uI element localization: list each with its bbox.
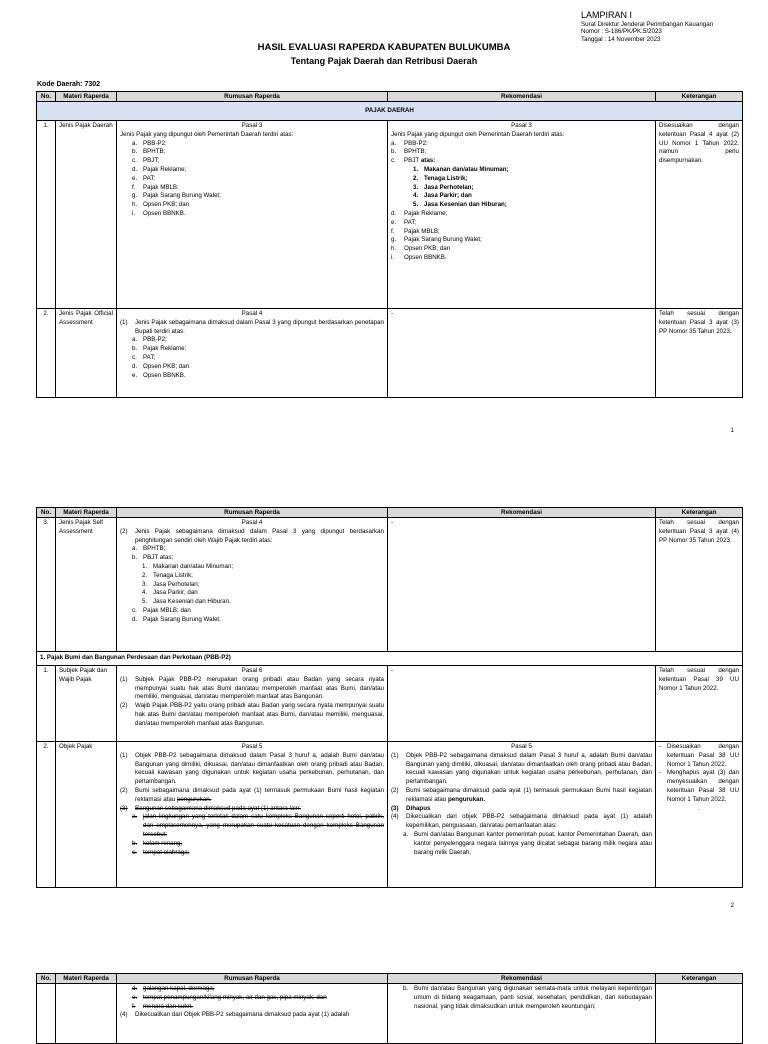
list-item: a. Bumi dan/atau Bangunan kantor pemerintah pusat, kantor Pemerintahan Daerah, dan kantor penyelenggara negara lainnya yang dicatat sebagai barang milik negara atau barang milik Daerah; <box>403 830 652 856</box>
keterangan-cell: Disesuaikan dengan ketentuan Pasal 4 ayat (2) UU Nomor 1 Tahun 2022, namun perlu disempurnakan. <box>656 121 743 309</box>
pasal-label: Pasal 3 <box>511 122 532 129</box>
list-item: c. PBJT atas: <box>391 157 436 165</box>
header-rekomendasi: Rekomendasi <box>388 974 656 984</box>
rekomendasi-list <box>391 210 652 263</box>
list-item: b. BPHTB; <box>132 148 166 156</box>
list-item: h. Opsen PKB; dan <box>132 201 190 209</box>
rekomendasi-cell <box>388 984 656 1044</box>
page-number: 1 <box>730 428 734 434</box>
list-item-struck: a. jalan lingkungan yang terletak dalam satu kompleks Bangunan seperti hotel, pabrik, dan emplasemennya, yang merupakan suatu kesatuan dengan kompleks Bangunan tersebut; <box>132 813 384 838</box>
lampiran-line: Tanggal : 14 November 2023 <box>581 35 661 43</box>
header-rumusan: Rumusan Raperda <box>117 508 388 518</box>
lampiran-line: Nomor : S-186/PK/PK.5/2023 <box>581 28 662 36</box>
list-item: c. Pajak MBLB; dan <box>132 606 191 614</box>
rumusan-list <box>120 140 384 219</box>
list-item: d. Opsen PKB; dan <box>132 362 190 370</box>
evaluation-table-page1 <box>36 91 743 398</box>
list-item-struck: d. galangan kapal, dermaga; <box>132 985 215 992</box>
keterangan-item: - Menghapus ayat (3) dan menyesuaikan dengan ketentuan Pasal 38 UU Nomor 1 Tahun 2022. <box>659 769 739 803</box>
ayat: (1) Objek PBB-P2 sebagaimana dimaksud dalam Pasal 3 huruf a, adalah Bumi dan/atau Bangunan yang dimiliki, dikuasai, dan/atau dimanfaatkan oleh orang pribadi atau Badan, kecuali kawasan yang digunakan untuk kegiatan usaha perkebunan, perhutanan, dan pertambangan. <box>391 751 652 786</box>
ayat: (2) Bumi sebagaimana dimaksud pada ayat (1) termasuk permukaan Bumi hasil kegiatan reklamasi atau pengurukan. <box>391 786 652 803</box>
ayat: (2) Bumi sebagaimana dimaksud pada ayat (1) termasuk permukaan Bumi hasil kegiatan reklamasi atau pengurukan. <box>120 786 384 803</box>
ayat: (4) Dikecualikan dari Objek PBB-P2 sebagaimana dimaksud pada ayat (1) adalah <box>120 1011 350 1019</box>
list-item: b. Bumi dan/atau Bangunan yang digunakan semata-mata untuk melayani kepentingan umum di bidang keagamaan, panti sosial, kesehatan, pendidikan, dan kebudayaan nasional, yang tidak dimaksudkan untuk memperoleh keuntungan; <box>403 985 652 1010</box>
evaluation-table-page3 <box>36 973 743 1044</box>
rekomendasi-cell <box>388 742 656 888</box>
lampiran-title: LAMPIRAN I <box>581 10 633 20</box>
header-keterangan: Keterangan <box>656 508 743 518</box>
rekomendasi-cell <box>388 121 656 309</box>
rekomendasi-cell: - <box>388 666 656 742</box>
header-keterangan: Keterangan <box>656 92 743 102</box>
list-item: e. PAT; <box>391 218 417 226</box>
row-number: 1. <box>37 121 56 309</box>
row-number: 2. <box>37 742 56 888</box>
keterangan-cell: Telah sesuai dengan ketentuan Pasal 39 UU Nomor 1 Tahun 2022. <box>656 666 743 742</box>
header-no: No. <box>37 92 56 102</box>
rekomendasi-sublist <box>391 166 652 210</box>
keterangan-cell: Telah sesuai dengan ketentuan Pasal 3 ayat (3) PP Nomor 35 Tahun 2023. <box>656 309 743 398</box>
list-item: g. Pajak Sarang Burung Walet; <box>391 236 482 244</box>
rekomendasi-cell: - <box>388 309 656 398</box>
list-item: a. PBB-P2; <box>132 139 167 147</box>
list-item-struck: b. kolam renang; <box>132 839 183 847</box>
header-no: No. <box>37 974 56 984</box>
rumusan-sublist <box>120 563 384 607</box>
ayat: (2) Jenis Pajak sebagaimana dimaksud dalam Pasal 3 yang dipungut berdasarkan penghitungan sendiri oleh Wajib Pajak terdiri atas: <box>120 527 384 544</box>
header-no: No. <box>37 508 56 518</box>
pasal-label: Pasal 3 <box>241 122 263 129</box>
list-item-struck: c. tempat olahraga; <box>132 848 190 856</box>
list-item: d. Pajak Sarang Burung Walet. <box>132 615 221 623</box>
materi-cell: Subjek Pajak dan Wajib Pajak <box>56 666 117 742</box>
list-item: 5. Jasa Kesenian dan Hiburan. <box>142 598 231 606</box>
rumusan-intro: Jenis Pajak yang dipungut oleh Pemerintah Daerah terdiri atas: <box>120 130 294 138</box>
keterangan-item: - Disesuaikan dengan ketentuan Pasal 38 UU Nomor 1 Tahun 2022. <box>659 743 739 768</box>
materi-cell: Objek Pajak <box>56 742 117 888</box>
row-number <box>37 984 56 1044</box>
ayat: (1) Subjek Pajak PBB-P2 merupakan orang pribadi atau Badan yang secara nyata mempunyai suatu hak atas Bumi dan/atau memperoleh manfaat atas Bumi, dan/atau memiliki, menguasai, dan/atau memperoleh manfaat atas Bangunan. <box>120 675 384 701</box>
header-keterangan: Keterangan <box>656 974 743 984</box>
list-item: g. Pajak Sarang Burung Walet; <box>132 192 221 200</box>
list-item: b. Pajak Reklame; <box>132 345 187 353</box>
list-item: 1. Makanan dan/atau Minuman; <box>413 165 509 173</box>
row-number: 2. <box>37 309 56 398</box>
header-materi: Materi Raperda <box>56 508 117 518</box>
subsection-pbb-p2: 1. Pajak Bumi dan Bangunan Perdesaan dan Perkotaan (PBB-P2) <box>37 652 743 666</box>
evaluation-table-page2 <box>36 507 743 888</box>
lampiran-block <box>581 10 713 43</box>
list-item-struck: f. menara dan sutet. <box>132 1002 193 1010</box>
list-item: f. Pajak MBLB; <box>391 227 440 235</box>
list-item: h. Opsen PKB; dan <box>391 245 451 253</box>
list-item: i. Opsen BBNKB. <box>132 209 186 217</box>
keterangan-cell <box>656 984 743 1044</box>
list-item-struck: e. tempat penampungan/kilang minyak, air dan gas, pipa minyak; dan <box>132 993 327 1001</box>
document-subtitle: Tentang Pajak Daerah dan Retribusi Daerah <box>290 56 478 66</box>
section-pajak-daerah: PAJAK DAERAH <box>37 102 743 121</box>
ayat: (4) Dikecualikan dari objek PBB-P2 sebagaimana dimaksud pada ayat (1) adalah kepemilikan, penguasaan, dan/atau pemanfaatan atas: <box>391 813 652 830</box>
list-item: 1. Makanan dan/atau Minuman; <box>142 562 234 570</box>
header-materi: Materi Raperda <box>56 92 117 102</box>
rumusan-cell <box>117 742 388 888</box>
rumusan-cell <box>117 309 388 398</box>
list-item: b. PBJT atas; <box>132 554 174 562</box>
pasal-label: Pasal 4 <box>241 519 263 526</box>
document-title: HASIL EVALUASI RAPERDA KABUPATEN BULUKUMBA <box>257 42 511 53</box>
ayat: (1) Objek PBB-P2 sebagaimana dimaksud dalam Pasal 3 huruf a, adalah Bumi dan/atau Bangunan yang dimiliki, dikuasai, dan/atau dimanfaatkan oleh orang pribadi atau Badan, kecuali kawasan yang digunakan untuk kegiatan usaha perkebunan, perhutanan, dan pertambangan. <box>120 751 384 786</box>
materi-cell: Jenis Pajak Official Assessment <box>56 309 117 398</box>
keterangan-cell: Telah sesuai dengan ketentuan Pasal 3 ayat (4) PP Nomor 35 Tahun 2023. <box>656 518 743 652</box>
list-item: 3. Jasa Perhotelan; <box>413 183 474 191</box>
rumusan-cell <box>117 121 388 309</box>
list-item: d. Pajak Reklame; <box>391 209 448 217</box>
rumusan-cell <box>117 984 388 1044</box>
list-item: d. Pajak Reklame; <box>132 165 187 173</box>
pasal-label: Pasal 5 <box>241 743 263 750</box>
list-item: a. PBB-P2; <box>132 336 167 344</box>
list-item: i. Opsen BBNKB. <box>391 253 447 261</box>
list-item: a. PBB-P2; <box>391 139 428 147</box>
list-item: 4. Jasa Parkir; dan <box>142 589 198 597</box>
header-rekomendasi: Rekomendasi <box>388 508 656 518</box>
keterangan-cell <box>656 742 743 888</box>
materi-cell: Jenis Pajak Self Assessment <box>56 518 117 652</box>
ayat-struck: (3) Bangunan sebagaimana dimaksud pada ayat (1) antara lain: <box>120 804 301 812</box>
list-item: a. BPHTB; <box>132 545 166 553</box>
list-item: b. BPHTB; <box>391 148 427 156</box>
list-item: f. Pajak MBLB; <box>132 183 179 191</box>
header-rekomendasi: Rekomendasi <box>388 92 656 102</box>
row-number: 1. <box>37 666 56 742</box>
list-item: c. PBJT; <box>132 157 160 165</box>
list-item: 2. Tenaga Listrik; <box>413 174 468 182</box>
list-item: 5. Jasa Kesenian dan Hiburan; <box>413 201 507 209</box>
list-item: 3. Jasa Perhotelan; <box>142 580 200 588</box>
header-rumusan: Rumusan Raperda <box>117 974 388 984</box>
header-rumusan: Rumusan Raperda <box>117 92 388 102</box>
row-number: 3. <box>37 518 56 652</box>
pasal-label: Pasal 6 <box>241 667 263 674</box>
pasal-label: Pasal 5 <box>511 743 532 750</box>
page-number: 2 <box>730 903 734 909</box>
rekomendasi-intro: Jenis Pajak yang dipungut oleh Pemerintah Daerah terdiri atas: <box>391 130 565 138</box>
keterangan-dot: . <box>698 804 700 812</box>
list-item: 4. Jasa Parkir; dan <box>413 192 472 200</box>
rumusan-list <box>120 336 384 380</box>
ayat: (2) Wajib Pajak PBB-P2 yaitu orang pribadi atau Badan yang secara nyata mempunyai suatu hak atas Bumi dan/atau memperoleh manfaat atas Bumi, dan/atau memiliki, menguasai, dan/atau memperoleh manfaat atas Bangunan. <box>120 702 384 727</box>
pasal-label: Pasal 4 <box>241 310 263 317</box>
kode-daerah: Kode Daerah: 7302 <box>37 81 101 88</box>
rumusan-cell <box>117 666 388 742</box>
list-item: c. PAT; <box>132 353 156 361</box>
header-materi: Materi Raperda <box>56 974 117 984</box>
materi-cell <box>56 984 117 1044</box>
ayat: (3) Dihapus <box>391 804 431 812</box>
materi-cell: Jenis Pajak Daerah <box>56 121 117 309</box>
lampiran-line: Surat Direktur Jenderal Perimbangan Keuangan <box>581 21 714 28</box>
list-item: 2. Tenaga Listrik; <box>142 571 193 579</box>
rekomendasi-cell: - <box>388 518 656 652</box>
list-item: e. PAT; <box>132 174 156 182</box>
ayat: (1) Jenis Pajak sebagaimana dimaksud dalam Pasal 3 yang dipungut berdasarkan penetapan Bupati terdiri atas: <box>120 318 384 335</box>
list-item: e. Opsen BBNKB. <box>132 371 186 379</box>
rumusan-cell <box>117 518 388 652</box>
